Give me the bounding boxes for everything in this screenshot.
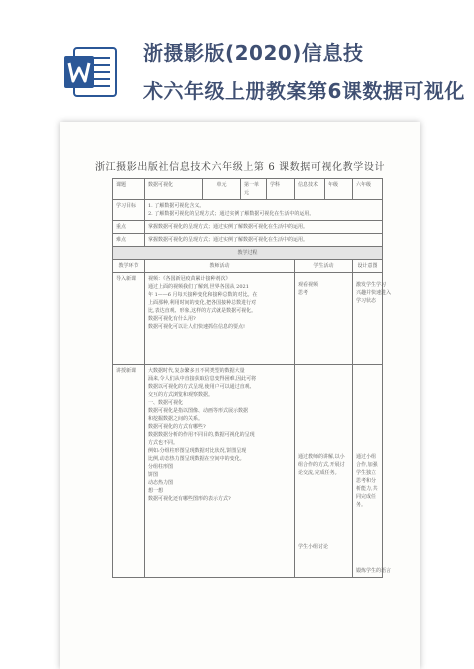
difficulty-value: 掌握数据可视化的呈现方式；通过实例了解数据可视化在生活中的运用。 (145, 234, 383, 247)
topic-value: 数据可视化 (145, 179, 203, 200)
teacher-line: 一、数据可视化 (148, 400, 184, 406)
column-header-stage: 教学环节 (113, 260, 145, 273)
page-title-line-2: 术六年级上册教案第6课数据可视化 (143, 79, 465, 103)
stage-cell: 讲授新课 (113, 365, 145, 578)
subject-value: 信息技术 (295, 179, 325, 200)
design-intent-cell (353, 273, 392, 365)
teacher-line: 和挖掘数据之间的关系。 (148, 416, 204, 422)
goal-item: 2. 了解数据可视化的呈现方式；通过实例了解数据可视化在生活中的运用。 (148, 211, 315, 217)
teacher-line: 想一想 (148, 488, 164, 494)
process-header: 教学过程 (113, 247, 383, 260)
goals-label: 学习目标 (113, 200, 145, 221)
key-row (113, 221, 383, 234)
teacher-line: 分组柱形图 (148, 464, 174, 470)
student-line: 观看视频 (298, 282, 319, 288)
subject-label: 学科 (267, 179, 295, 200)
document-page (60, 122, 420, 669)
student-activity-cell (295, 273, 353, 365)
topic-label: 课题 (113, 179, 145, 200)
teacher-line: 年 1——6 月每天接种变化和接种总数的对比。在 (148, 292, 258, 298)
intent-line: 兴趣并快速进入 (356, 290, 392, 296)
difficulty-label: 难点 (113, 234, 145, 247)
section-row-teaching (113, 365, 383, 578)
column-header-intent: 设计意图 (353, 260, 383, 273)
word-document-icon (62, 42, 122, 102)
teacher-line: 上面那种,利用时间的变化,把各国接种总数进行对 (148, 300, 257, 306)
teacher-line: 交互的方式浏览和观察数据。 (148, 392, 214, 398)
teacher-line: 比例,动态热力图呈现数据在空间中的变化。 (148, 456, 245, 462)
teacher-line: 视频：《各国新冠疫苗累计接种剂次》 (148, 276, 231, 282)
key-label: 重点 (113, 221, 145, 234)
teacher-line: 饼图 (148, 472, 159, 478)
teacher-activity-cell (145, 273, 295, 365)
student-text: 学生小组讨论 (298, 544, 329, 550)
teacher-line: 涌来,令人们从中直接获取信息变得困难,因此可将 (148, 376, 257, 382)
column-header-row (113, 260, 383, 273)
key-value: 掌握数据可视化的呈现方式；通过实例了解数据可视化在生活中的运用。 (145, 221, 383, 234)
unit-label: 单元 (203, 179, 241, 200)
column-header-teacher: 教师活动 (145, 260, 295, 273)
intent-text: 通过小组合作,加强学生独立思考和分析能力,共同完成任务。 (356, 454, 378, 508)
student-line: 思考 (298, 290, 309, 296)
design-intent-cell (353, 365, 392, 578)
grade-value: 六年级 (353, 179, 383, 200)
student-activity-cell (295, 365, 353, 578)
teacher-line: 通过上面的视频我们了解到,世界各国从 2021 (148, 284, 249, 290)
teacher-line: 数据可视化可以让人们快速抓住信息的要点! (148, 324, 246, 330)
intent-line: 学习状态 (356, 298, 377, 304)
teacher-line: 大数据时代,复杂繁多且不同类型的数据大量 (148, 368, 245, 374)
teacher-line: 数据可视化有什么用? (148, 316, 196, 322)
grade-label: 年级 (325, 179, 353, 200)
page-title-line-1: 浙摄影版(2020)信息技 (143, 41, 364, 65)
goal-item: 1. 了解数据可视化含义。 (148, 203, 205, 209)
teacher-line: 例如:分组柱形图呈现数据对比状况,饼图呈现 (148, 448, 247, 454)
teacher-line: 数据数据分析的作用不同目的,数据可视化的呈现 (148, 432, 255, 438)
unit-value: 第一单元 (241, 179, 267, 200)
difficulty-row (113, 234, 383, 247)
header (0, 0, 474, 120)
teacher-line: 数据可视化是指以图像、动画等形式展示数据 (148, 408, 249, 414)
teacher-line: 数据以可视化的方式呈现,使用户可以通过直观、 (148, 384, 255, 390)
student-text: 通过教师的讲解,以小组合作的方式,开展讨论交流,完成任务。 (298, 454, 345, 476)
process-header-row (113, 247, 383, 260)
intent-text: 锻炼学生的语言 (356, 568, 392, 574)
stage-cell: 导入新课 (113, 273, 145, 365)
section-row-intro (113, 273, 383, 365)
teacher-activity-cell (145, 365, 295, 578)
teacher-line: 动态热力图 (148, 480, 174, 486)
lesson-plan-table (112, 178, 392, 578)
teacher-line: 数据可视化的方式有哪些? (148, 424, 206, 430)
teacher-line: 比,表达直观、形象,这样的方式就是数据可视化。 (148, 308, 257, 314)
info-row (113, 179, 383, 200)
intent-line: 激发学生学习 (356, 282, 387, 288)
document-title: 浙江摄影出版社信息技术六年级上第 6 课数据可视化教学设计 (94, 162, 386, 173)
teacher-line: 方式也不同。 (148, 440, 179, 446)
goals-row (113, 200, 383, 221)
teacher-line: 数据可视化还有哪些图形的表示方式? (148, 496, 231, 502)
column-header-student: 学生活动 (295, 260, 353, 273)
goals-content (145, 200, 383, 221)
